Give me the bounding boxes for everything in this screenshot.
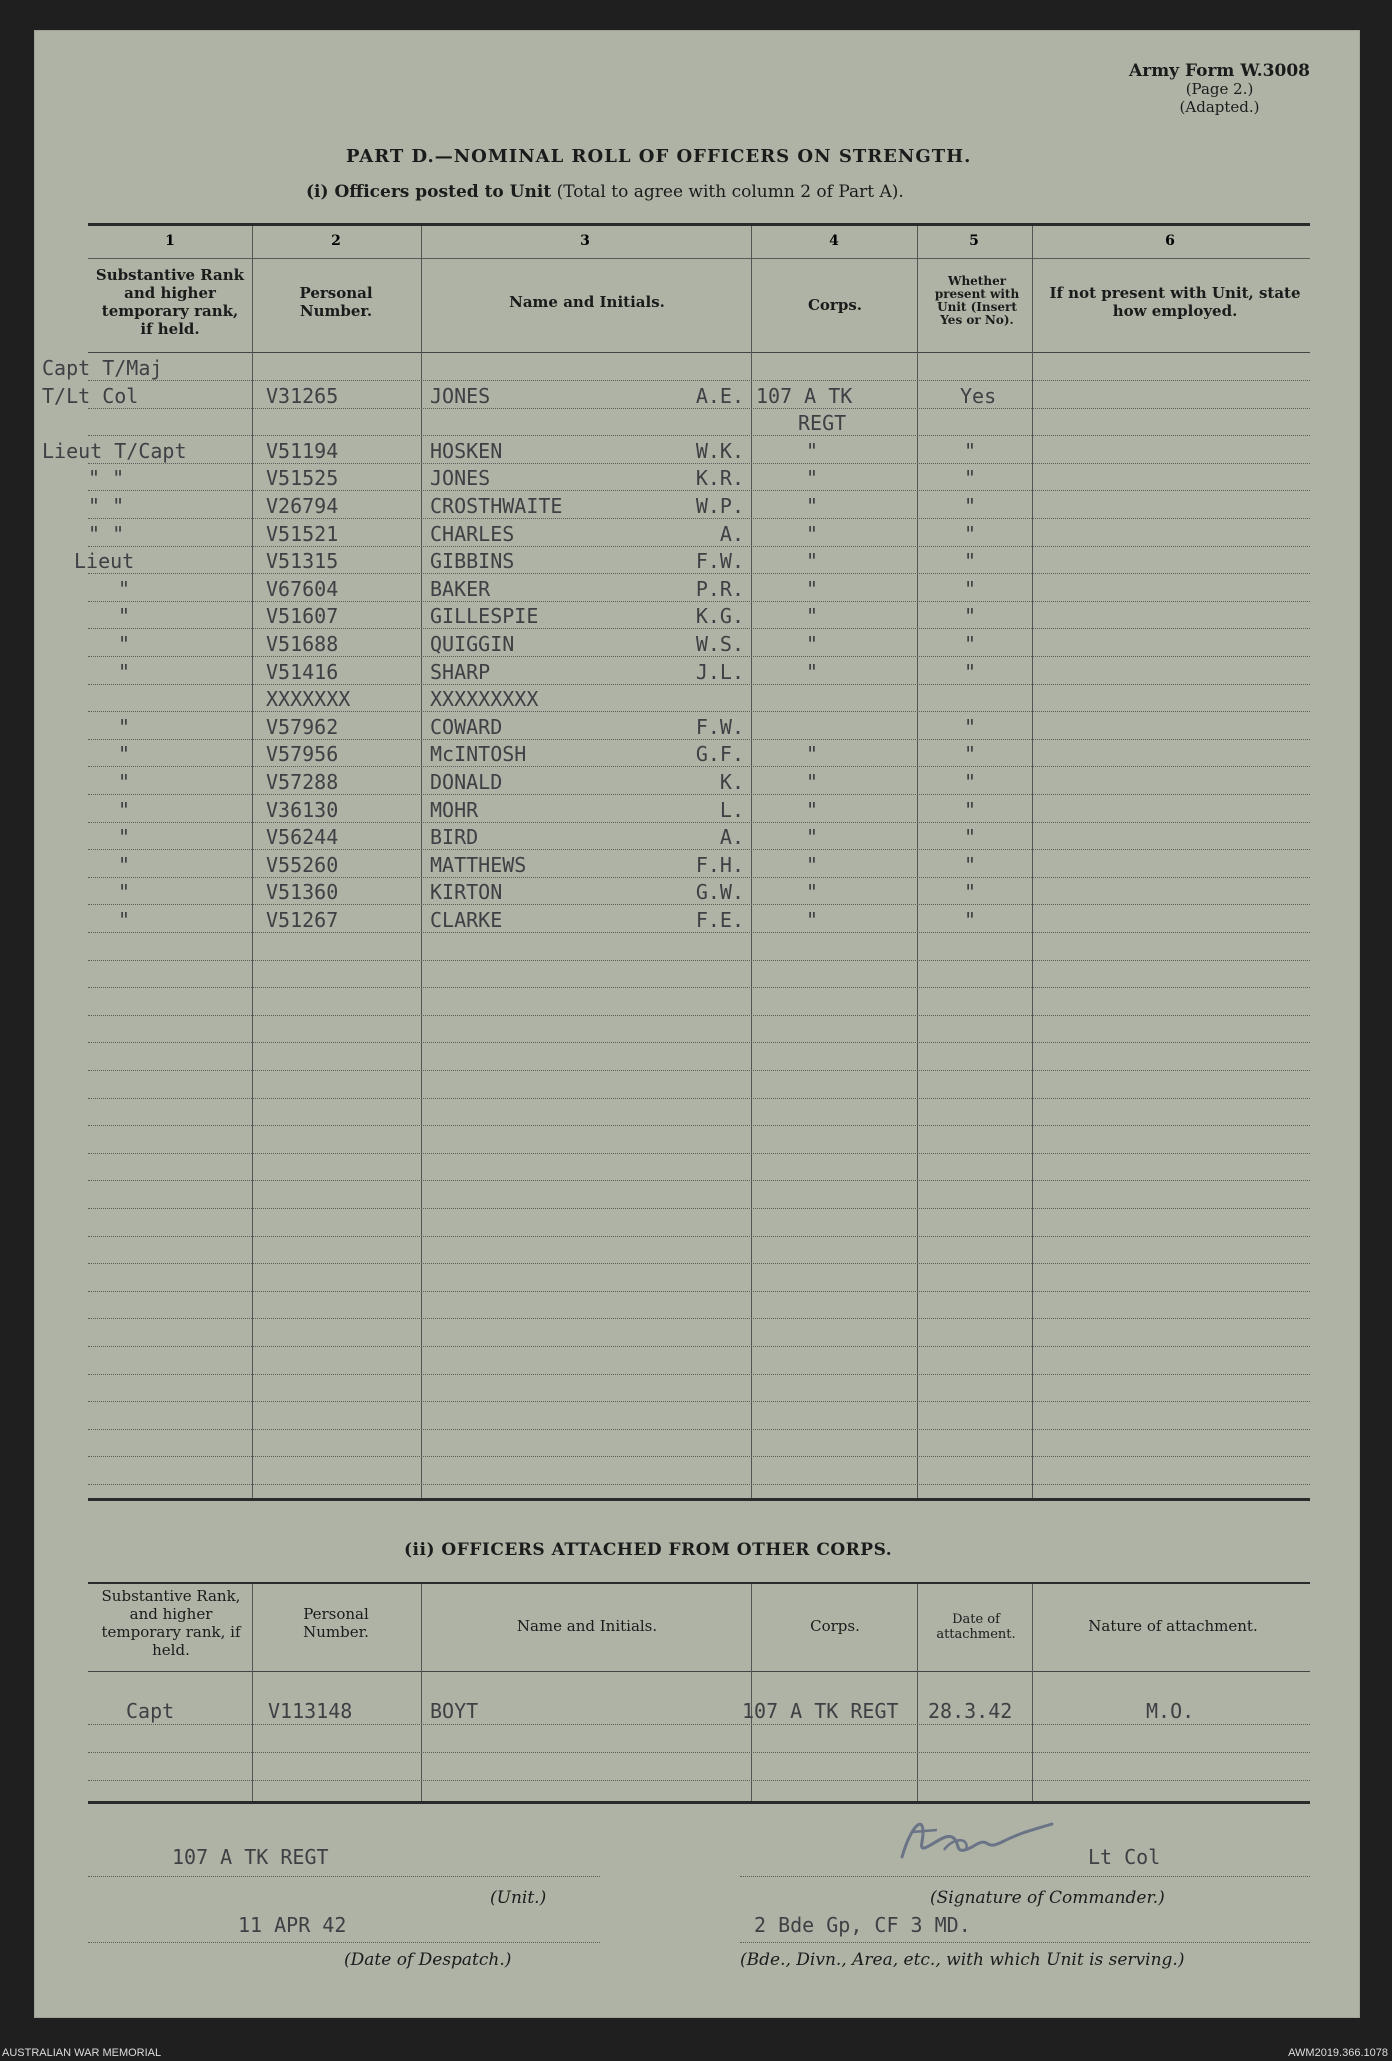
- row-personal-number: V51315: [266, 549, 339, 574]
- table1-header-rule: [88, 258, 1310, 259]
- row-name: BAKER: [430, 576, 491, 601]
- table1-ruling-line: [88, 435, 1310, 436]
- table1-ruling-line: [88, 794, 1310, 795]
- form-page: (Page 2.): [1185, 80, 1254, 98]
- row-rank: ": [118, 742, 131, 767]
- signature-label: (Signature of Commander.): [930, 1888, 1165, 1908]
- commander-rank: Lt Col: [1088, 1845, 1161, 1869]
- row-initials: K.: [719, 770, 744, 794]
- row-name: BIRD: [430, 825, 479, 850]
- row-name: McINTOSH: [430, 742, 527, 767]
- table1-ruling-line: [88, 1263, 1310, 1264]
- t2-row-number: V113148: [268, 1699, 353, 1723]
- table1-ruling-line: [88, 1153, 1310, 1154]
- row-initials: W.P.: [695, 494, 744, 518]
- commander-signature: [882, 1802, 1082, 1872]
- row-name: KIRTON: [430, 880, 503, 905]
- row-present: ": [964, 576, 977, 601]
- table2-bottom-rule: [88, 1801, 1310, 1804]
- col-number-6: 6: [1165, 233, 1175, 249]
- table1-divider-5: [1032, 226, 1033, 1498]
- row-initials: G.W.: [695, 880, 744, 905]
- row-rank: T/Lt Col: [42, 383, 139, 408]
- row-present: ": [964, 632, 977, 656]
- table2-header-rule: [88, 1671, 1310, 1672]
- row-corps: ": [806, 632, 819, 656]
- table2-divider-1: [252, 1584, 253, 1801]
- row-rank: ": [118, 852, 131, 877]
- unit-value: 107 A TK REGT: [172, 1845, 329, 1869]
- row-rank: Lieut: [74, 549, 135, 574]
- row-rank: ": [118, 908, 131, 932]
- row-corps: ": [806, 549, 819, 574]
- t2-row-nature: M.O.: [1146, 1699, 1195, 1723]
- table1-ruling-line: [88, 932, 1310, 933]
- row-personal-number: V26794: [266, 494, 339, 518]
- subheading-i-label: (i) Officers posted to Unit: [306, 182, 552, 202]
- table1-ruling-line: [88, 1180, 1310, 1181]
- row-rank: " ": [88, 521, 125, 546]
- table1-top-rule: [88, 223, 1310, 226]
- part-title: PART D.—NOMINAL ROLL OF OFFICERS ON STRENGTH.: [346, 146, 972, 167]
- unit-line: [88, 1876, 600, 1877]
- table1-ruling-line: [88, 1236, 1310, 1237]
- row-personal-number: V56244: [266, 825, 339, 850]
- table1-ruling-line: [88, 1291, 1310, 1292]
- row-corps: ": [806, 494, 819, 518]
- header-name: Name and Initials.: [509, 293, 665, 311]
- row-corps: ": [806, 521, 819, 546]
- row-initials: L.: [719, 797, 744, 822]
- row-present: ": [964, 770, 977, 794]
- row-present: ": [964, 797, 977, 822]
- row-corps: ": [806, 659, 819, 684]
- row-name: JONES: [430, 466, 491, 491]
- row-personal-number: V57956: [266, 742, 339, 767]
- row-corps: ": [806, 825, 819, 850]
- table1-ruling-line: [88, 849, 1310, 850]
- row-present: ": [964, 742, 977, 767]
- row-rank: ": [118, 632, 131, 656]
- col-number-2: 2: [331, 233, 341, 249]
- row-name: GILLESPIE: [430, 604, 539, 629]
- table1-ruling-line: [88, 1015, 1310, 1016]
- table1-ruling-line: [88, 877, 1310, 878]
- row-initials: G.F.: [695, 742, 744, 767]
- t2-header-nature: Nature of attachment.: [1088, 1617, 1258, 1635]
- form-identifier: [1129, 62, 1310, 116]
- row-personal-number: V51688: [266, 632, 339, 656]
- row-initials: K.G.: [695, 604, 744, 629]
- table1-divider-4: [917, 226, 918, 1498]
- row-name: CROSTHWAITE: [430, 494, 563, 518]
- row-rank: ": [118, 714, 131, 739]
- table1-ruling-line: [88, 684, 1310, 685]
- row-name: GIBBINS: [430, 549, 515, 574]
- table1-divider-1: [252, 226, 253, 1498]
- row-name: JONES: [430, 383, 491, 408]
- table1-ruling-line: [88, 1456, 1310, 1457]
- row-initials: K.R.: [695, 466, 744, 491]
- row-rank: " ": [88, 466, 125, 491]
- row-name: HOSKEN: [430, 438, 503, 463]
- row-personal-number: V51360: [266, 880, 339, 905]
- row-personal-number: V51416: [266, 659, 339, 684]
- table1-ruling-line: [88, 1318, 1310, 1319]
- row-rank: " ": [88, 494, 125, 518]
- table1-ruling-line: [88, 601, 1310, 602]
- row-personal-number: V51194: [266, 438, 339, 463]
- table1-ruling-line: [88, 408, 1310, 409]
- row-present: ": [964, 714, 977, 739]
- despatch-line: [88, 1942, 600, 1943]
- row-initials: F.E.: [695, 908, 744, 932]
- table1-ruling-line: [88, 1098, 1310, 1099]
- row-corps: ": [806, 880, 819, 905]
- row-initials: W.S.: [695, 632, 744, 656]
- t2-header-rank: Substantive Rank, and higher temporary rank, if held.: [101, 1587, 241, 1659]
- form-number: Army Form W.3008: [1129, 61, 1310, 81]
- row-name: DONALD: [430, 770, 503, 794]
- table2-divider-4: [917, 1584, 918, 1801]
- form-note: (Adapted.): [1179, 98, 1260, 116]
- header-present: Whether present with Unit (Insert Yes or No).: [934, 274, 1020, 327]
- despatch-label: (Date of Despatch.): [344, 1950, 512, 1970]
- row-personal-number: V55260: [266, 852, 339, 877]
- t2-header-personal-number: Personal Number.: [303, 1605, 369, 1641]
- row-rank: ": [118, 797, 131, 822]
- row-present: ": [964, 549, 977, 574]
- t2-row-rank: Capt: [126, 1699, 175, 1723]
- row-name: CHARLES: [430, 521, 515, 546]
- row-personal-number: V57962: [266, 714, 339, 739]
- table2-divider-3: [751, 1584, 752, 1801]
- row-personal-number: V57288: [266, 770, 339, 794]
- table1-ruling-line: [88, 822, 1310, 823]
- col-number-4: 4: [829, 233, 839, 249]
- row-corps: ": [806, 604, 819, 629]
- table1-ruling-line: [88, 463, 1310, 464]
- row-rank: ": [118, 770, 131, 794]
- row-initials: J.L.: [695, 659, 744, 684]
- table2-divider-2: [421, 1584, 422, 1801]
- row-present: ": [964, 521, 977, 546]
- row-name: MATTHEWS: [430, 852, 527, 877]
- table1-divider-2: [421, 226, 422, 1498]
- footer-right: AWM2019.366.1078: [1288, 2047, 1388, 2059]
- row-corps: ": [806, 770, 819, 794]
- row-rank: ": [118, 604, 131, 629]
- t2-header-date: Date of attachment.: [936, 1612, 1016, 1642]
- row-corps: ": [806, 908, 819, 932]
- row-present: ": [964, 908, 977, 932]
- table1-body-rule: [88, 352, 1310, 353]
- row-present: ": [964, 466, 977, 491]
- row-initials: F.W.: [695, 549, 744, 574]
- table1-ruling-line: [88, 1125, 1310, 1126]
- row-present: Yes: [960, 383, 997, 408]
- row-present: ": [964, 852, 977, 877]
- row-present: ": [964, 604, 977, 629]
- header-personal-number: Personal Number.: [299, 284, 373, 320]
- footer-left: AUSTRALIAN WAR MEMORIAL: [2, 2047, 162, 2059]
- header-corps: Corps.: [807, 296, 862, 314]
- table1-ruling-line: [88, 1208, 1310, 1209]
- row-corps: 107 A TK: [756, 383, 853, 408]
- row-initials: W.K.: [695, 438, 744, 463]
- row-present: ": [964, 825, 977, 850]
- row-rank: ": [118, 825, 131, 850]
- table1-ruling-line: [88, 656, 1310, 657]
- table1-ruling-line: [88, 1346, 1310, 1347]
- table1-ruling-line: [88, 490, 1310, 491]
- table1-bottom-rule: [88, 1498, 1310, 1501]
- row-corps: REGT: [798, 411, 847, 436]
- table1-ruling-line: [88, 1429, 1310, 1430]
- table2-divider-5: [1032, 1584, 1033, 1801]
- t2-header-corps: Corps.: [810, 1617, 860, 1635]
- row-name: COWARD: [430, 714, 503, 739]
- table1-ruling-line: [88, 573, 1310, 574]
- row-name: CLARKE: [430, 908, 503, 932]
- formation-label: (Bde., Divn., Area, etc., with which Unit is serving.): [740, 1950, 1185, 1970]
- col-number-3: 3: [580, 233, 590, 249]
- table1-ruling-line: [88, 987, 1310, 988]
- row-personal-number: XXXXXXX: [266, 687, 351, 712]
- row-personal-number: V51267: [266, 908, 339, 932]
- row-initials: F.W.: [695, 714, 744, 739]
- row-personal-number: V51607: [266, 604, 339, 629]
- row-present: ": [964, 880, 977, 905]
- col-number-5: 5: [969, 233, 979, 249]
- table1-ruling-line: [88, 1042, 1310, 1043]
- row-present: ": [964, 494, 977, 518]
- table1-ruling-line: [88, 380, 1310, 381]
- t2-header-name: Name and Initials.: [516, 1617, 658, 1635]
- row-name: QUIGGIN: [430, 632, 515, 656]
- row-initials: A.E.: [695, 383, 744, 408]
- table1-ruling-line: [88, 1374, 1310, 1375]
- table1-ruling-line: [88, 546, 1310, 547]
- row-corps: ": [806, 852, 819, 877]
- row-initials: A.: [719, 825, 744, 850]
- row-name: XXXXXXXXX: [430, 687, 539, 712]
- row-personal-number: V51525: [266, 466, 339, 491]
- table1-ruling-line: [88, 518, 1310, 519]
- signature-line: [740, 1876, 1310, 1877]
- row-initials: F.H.: [695, 852, 744, 877]
- row-rank: ": [118, 659, 131, 684]
- table1-ruling-line: [88, 960, 1310, 961]
- table1-ruling-line: [88, 711, 1310, 712]
- header-rank: Substantive Rank and higher temporary rank, if held.: [95, 266, 245, 338]
- t2-ruling-2: [88, 1752, 1310, 1753]
- row-corps: ": [806, 466, 819, 491]
- t2-row-name: BOYT: [430, 1699, 479, 1723]
- t2-row-date: 28.3.42: [928, 1699, 1013, 1723]
- row-initials: P.R.: [695, 576, 744, 601]
- t2-row-corps: 107 A TK REGT: [742, 1699, 899, 1723]
- row-name: SHARP: [430, 659, 491, 684]
- t2-ruling-1: [88, 1724, 1310, 1725]
- row-personal-number: V51521: [266, 521, 339, 546]
- row-personal-number: V36130: [266, 797, 339, 822]
- t2-ruling-3: [88, 1780, 1310, 1781]
- table1-ruling-line: [88, 628, 1310, 629]
- formation-line: [740, 1942, 1310, 1943]
- row-rank: Capt T/Maj: [42, 356, 163, 380]
- table1-ruling-line: [88, 766, 1310, 767]
- unit-label: (Unit.): [490, 1888, 547, 1908]
- despatch-date: 11 APR 42: [238, 1913, 347, 1937]
- row-present: ": [964, 438, 977, 463]
- table1-ruling-line: [88, 739, 1310, 740]
- table1-ruling-line: [88, 1401, 1310, 1402]
- formation-value: 2 Bde Gp, CF 3 MD.: [754, 1913, 971, 1937]
- row-corps: ": [806, 438, 819, 463]
- row-name: MOHR: [430, 797, 479, 822]
- row-rank: ": [118, 880, 131, 905]
- table2-title: (ii) OFFICERS ATTACHED FROM OTHER CORPS.: [404, 1540, 893, 1560]
- table1-divider-3: [751, 226, 752, 1498]
- form-sheet: [34, 30, 1360, 2018]
- row-personal-number: V67604: [266, 576, 339, 601]
- row-personal-number: V31265: [266, 383, 339, 408]
- row-rank: ": [118, 576, 131, 601]
- header-employment: If not present with Unit, state how employed.: [1049, 284, 1301, 320]
- table2-top-rule: [88, 1582, 1310, 1584]
- table1-ruling-line: [88, 1070, 1310, 1071]
- row-corps: ": [806, 576, 819, 601]
- table1-ruling-line: [88, 1484, 1310, 1485]
- col-number-1: 1: [165, 233, 175, 249]
- row-corps: ": [806, 797, 819, 822]
- row-rank: Lieut T/Capt: [42, 438, 187, 463]
- row-corps: ": [806, 742, 819, 767]
- subheading-i: [306, 182, 904, 202]
- table1-ruling-line: [88, 904, 1310, 905]
- row-initials: A.: [719, 521, 744, 546]
- row-present: ": [964, 659, 977, 684]
- subheading-i-note: (Total to agree with column 2 of Part A).: [556, 182, 904, 202]
